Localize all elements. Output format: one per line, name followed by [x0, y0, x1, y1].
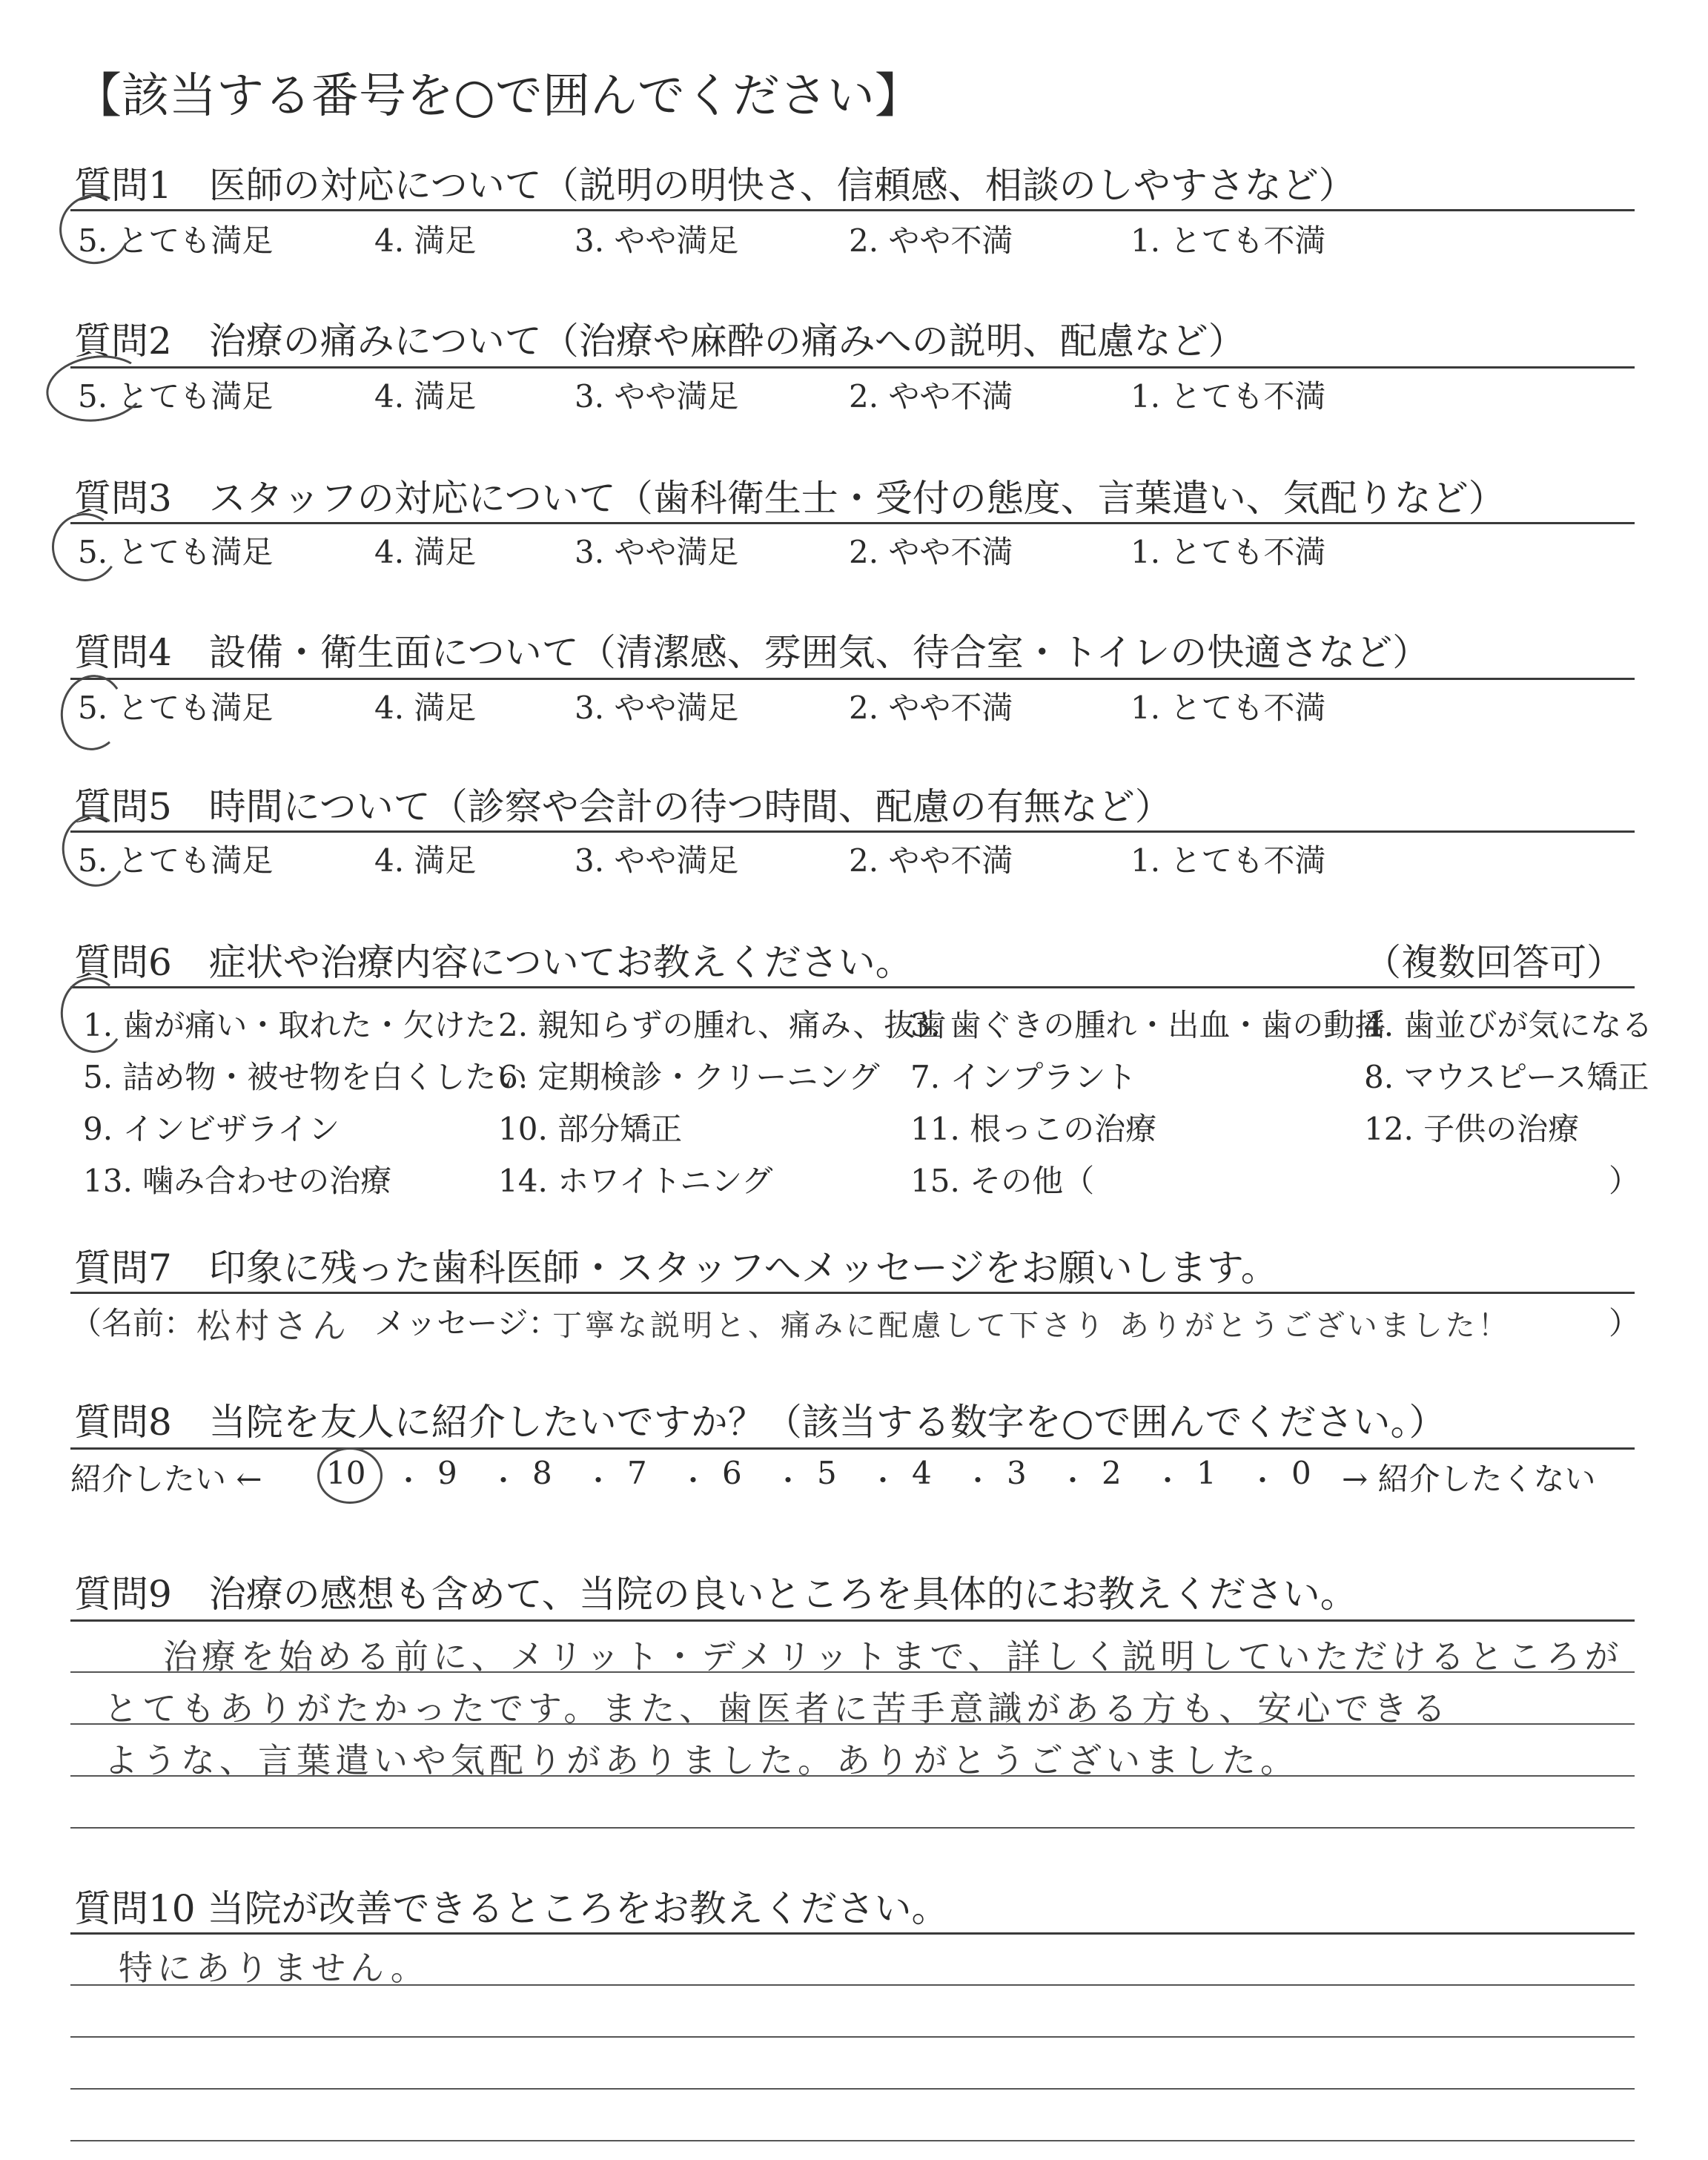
q6-option-7[interactable]: 7. インプラント: [910, 1059, 1137, 1095]
q4-option-4[interactable]: 4. 満足: [374, 690, 477, 726]
question-5-rule: [70, 830, 1635, 833]
q6-option-15-close: ）: [1609, 1163, 1641, 1199]
q8-separator: ・: [1153, 1464, 1182, 1497]
q8-scale-5[interactable]: 5: [817, 1455, 837, 1491]
q10-answer-line: [70, 2036, 1635, 2038]
question-10-rule: [70, 1932, 1635, 1935]
q6-option-2[interactable]: 2. 親知らずの腫れ、痛み、抜歯: [498, 1007, 947, 1043]
q5-option-4[interactable]: 4. 満足: [374, 842, 477, 879]
q8-scale-6[interactable]: 6: [722, 1455, 742, 1491]
q8-separator: ・: [679, 1464, 708, 1497]
q8-scale-9[interactable]: 9: [437, 1455, 457, 1491]
q8-selection-circle: [317, 1447, 383, 1504]
question-7-rule: [70, 1292, 1635, 1294]
q8-scale-2[interactable]: 2: [1102, 1455, 1122, 1491]
q8-scale-1[interactable]: 1: [1196, 1455, 1217, 1491]
question-6-title: 質問6 症状や治療内容についてお教えください。: [74, 941, 913, 984]
q4-option-2[interactable]: 2. やや不満: [849, 690, 1013, 726]
q6-option-12[interactable]: 12. 子供の治療: [1364, 1111, 1580, 1147]
question-2-title: 質問2 治療の痛みについて（治療や麻酔の痛みへの説明、配慮など）: [74, 320, 1245, 363]
q8-separator: ・: [774, 1464, 803, 1497]
q4-option-3[interactable]: 3. やや満足: [575, 690, 739, 726]
question-8-rule: [70, 1447, 1635, 1450]
q10-answer-line-1[interactable]: 特にありません。: [119, 1948, 429, 1988]
q8-scale-10[interactable]: 10: [326, 1455, 366, 1491]
q9-answer-line-3[interactable]: ような、言葉遣いや気配りがありました。ありがとうございました。: [104, 1740, 1299, 1780]
q3-option-2[interactable]: 2. やや不満: [849, 534, 1013, 570]
q10-answer-line: [70, 2140, 1635, 2141]
q9-answer-line-1[interactable]: 治療を始める前に、メリット・デメリットまで、詳しく説明していただけるところが: [163, 1636, 1623, 1677]
q6-option-14[interactable]: 14. ホワイトニング: [498, 1163, 773, 1199]
q2-option-1[interactable]: 1. とても不満: [1131, 378, 1326, 415]
q8-scale-0[interactable]: 0: [1291, 1455, 1311, 1491]
q5-option-2[interactable]: 2. やや不満: [849, 842, 1013, 879]
q8-scale-7[interactable]: 7: [627, 1455, 647, 1491]
question-3-title: 質問3 スタッフの対応について（歯科衛生士・受付の態度、言葉遣い、気配りなど）: [74, 477, 1506, 520]
q8-scale-8[interactable]: 8: [532, 1455, 552, 1491]
question-7-title: 質問7 印象に残った歯科医師・スタッフへメッセージをお願いします。: [74, 1246, 1278, 1289]
q3-option-4[interactable]: 4. 満足: [374, 534, 477, 570]
question-4-title: 質問4 設備・衛生面について（清潔感、雰囲気、待合室・トイレの快適さなど）: [74, 631, 1430, 674]
q3-option-1[interactable]: 1. とても不満: [1131, 534, 1326, 570]
q6-option-1[interactable]: 1. 歯が痛い・取れた・欠けた: [83, 1007, 497, 1043]
q2-option-2[interactable]: 2. やや不満: [849, 378, 1013, 415]
q7-close: ）: [1609, 1305, 1641, 1341]
q7-name-value[interactable]: 松村さん: [196, 1306, 351, 1346]
q5-option-1[interactable]: 1. とても不満: [1131, 842, 1326, 879]
q9-answer-line-2[interactable]: とてもありがたかったです。また、歯医者に苦手意識がある方も、安心できる: [104, 1688, 1451, 1728]
q1-option-2[interactable]: 2. やや不満: [849, 222, 1013, 259]
q6-option-10[interactable]: 10. 部分矯正: [498, 1111, 683, 1147]
form-title: 【該当する番号を○で囲んでください】: [74, 69, 922, 124]
q8-separator: ・: [489, 1464, 518, 1497]
q7-message-value[interactable]: 丁寧な説明と、痛みに配慮して下さり ありがとうございました！: [552, 1309, 1511, 1343]
question-9-title: 質問9 治療の感想も含めて、当院の良いところを具体的にお教えください。: [74, 1573, 1357, 1616]
q8-separator: ・: [394, 1464, 423, 1497]
q6-option-13[interactable]: 13. 噛み合わせの治療: [83, 1163, 392, 1199]
question-1-title: 質問1 医師の対応について（説明の明快さ、信頼感、相談のしやすさなど）: [74, 164, 1356, 207]
q1-option-4[interactable]: 4. 満足: [374, 222, 477, 259]
q8-separator: ・: [584, 1464, 613, 1497]
q2-option-4[interactable]: 4. 満足: [374, 378, 477, 415]
q6-option-6[interactable]: 6. 定期検診・クリーニング: [498, 1059, 880, 1095]
q8-separator: ・: [964, 1464, 993, 1497]
question-10-title: 質問10 当院が改善できるところをお教えください。: [74, 1887, 949, 1930]
q5-option-5[interactable]: 5. とても満足: [78, 842, 274, 879]
q6-option-15[interactable]: 15. その他（: [910, 1163, 1095, 1199]
q2-option-3[interactable]: 3. やや満足: [575, 378, 739, 415]
q1-option-1[interactable]: 1. とても不満: [1131, 222, 1326, 259]
question-2-rule: [70, 366, 1635, 369]
q8-separator: ・: [869, 1464, 898, 1497]
question-6-note: （複数回答可）: [1364, 941, 1623, 984]
question-6-rule: [70, 986, 1635, 988]
q7-name-label: （名前：: [70, 1305, 196, 1341]
q2-option-5[interactable]: 5. とても満足: [78, 378, 274, 415]
q8-scale-3[interactable]: 3: [1007, 1455, 1027, 1491]
q3-option-5[interactable]: 5. とても満足: [78, 534, 274, 570]
question-5-title: 質問5 時間について（診察や会計の待つ時間、配慮の有無など）: [74, 785, 1172, 828]
question-3-rule: [70, 522, 1635, 524]
question-4-rule: [70, 678, 1635, 680]
q6-option-5[interactable]: 5. 詰め物・被せ物を白くしたい: [83, 1059, 528, 1095]
question-1-rule: [70, 209, 1635, 211]
q6-option-11[interactable]: 11. 根っこの治療: [910, 1111, 1157, 1147]
q8-separator: ・: [1059, 1464, 1088, 1497]
q8-scale-4[interactable]: 4: [912, 1455, 932, 1491]
q4-option-5[interactable]: 5. とても満足: [78, 690, 274, 726]
q6-option-9[interactable]: 9. インビザライン: [83, 1111, 340, 1147]
q1-option-3[interactable]: 3. やや満足: [575, 222, 739, 259]
q8-right-label: → 紹介したくない: [1342, 1461, 1596, 1497]
question-8-title: 質問8 当院を友人に紹介したいですか？（該当する数字を○で囲んでください。）: [74, 1401, 1446, 1444]
q5-option-3[interactable]: 3. やや満足: [575, 842, 739, 879]
q7-message-label: メッセージ：: [374, 1305, 560, 1341]
q8-left-label: 紹介したい ←: [70, 1461, 262, 1497]
q6-option-8[interactable]: 8. マウスピース矯正: [1364, 1059, 1649, 1095]
q9-answer-line: [70, 1827, 1635, 1829]
q6-option-3[interactable]: 3. 歯ぐきの腫れ・出血・歯の動揺: [910, 1007, 1386, 1043]
q3-option-3[interactable]: 3. やや満足: [575, 534, 739, 570]
question-9-rule: [70, 1619, 1635, 1622]
q1-option-5[interactable]: 5. とても満足: [78, 222, 274, 259]
q4-option-1[interactable]: 1. とても不満: [1131, 690, 1326, 726]
q10-answer-line: [70, 2088, 1635, 2090]
q6-option-4[interactable]: 4. 歯並びが気になる: [1364, 1007, 1653, 1043]
q8-separator: ・: [1248, 1464, 1277, 1497]
